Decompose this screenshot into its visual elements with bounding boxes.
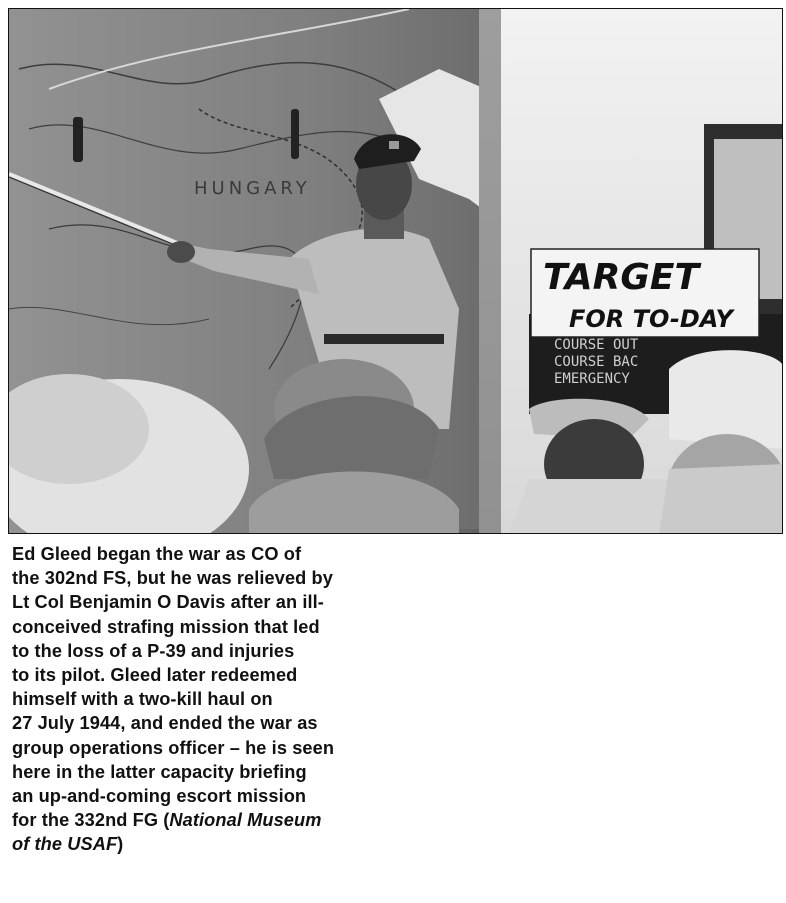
caption-line: Lt Col Benjamin O Davis after an ill-: [12, 592, 324, 613]
board-line: COURSE OUT: [554, 337, 639, 353]
caption-line: [12, 808, 392, 832]
photo-credit-cont: of the USAF: [12, 834, 118, 855]
map-label: HUNGARY: [194, 178, 311, 199]
photo-credit: National Museum: [169, 810, 322, 831]
briefing-photo: [8, 8, 783, 534]
caption-line: himself with a two-kill haul on: [12, 689, 273, 710]
photo-caption: [12, 542, 392, 857]
caption-line: here in the latter capacity briefing: [12, 761, 307, 782]
caption-line: to the loss of a P-39 and injuries: [12, 640, 295, 661]
board-line: COURSE BAC: [554, 354, 639, 370]
sign-line-1: TARGET: [543, 257, 700, 298]
photo-illustration: [9, 9, 783, 534]
board-line: EMERGENCY: [554, 371, 630, 387]
target-sign: [531, 249, 759, 337]
caption-close-paren: ): [117, 834, 124, 855]
caption-line: group operations officer – he is seen: [12, 737, 335, 758]
caption-line: [12, 832, 392, 856]
caption-line: to its pilot. Gleed later redeemed: [12, 665, 298, 686]
caption-line-text: for the 332nd FG (: [12, 810, 170, 831]
caption-line: 27 July 1944, and ended the war as: [12, 713, 318, 734]
caption-line: the 302nd FS, but he was relieved by: [12, 568, 333, 589]
sign-line-2: FOR TO-DAY: [569, 305, 733, 333]
caption-line: Ed Gleed began the war as CO of: [12, 544, 302, 564]
caption-line: an up-and-coming escort mission: [12, 786, 307, 807]
caption-line: conceived strafing mission that led: [12, 616, 320, 637]
